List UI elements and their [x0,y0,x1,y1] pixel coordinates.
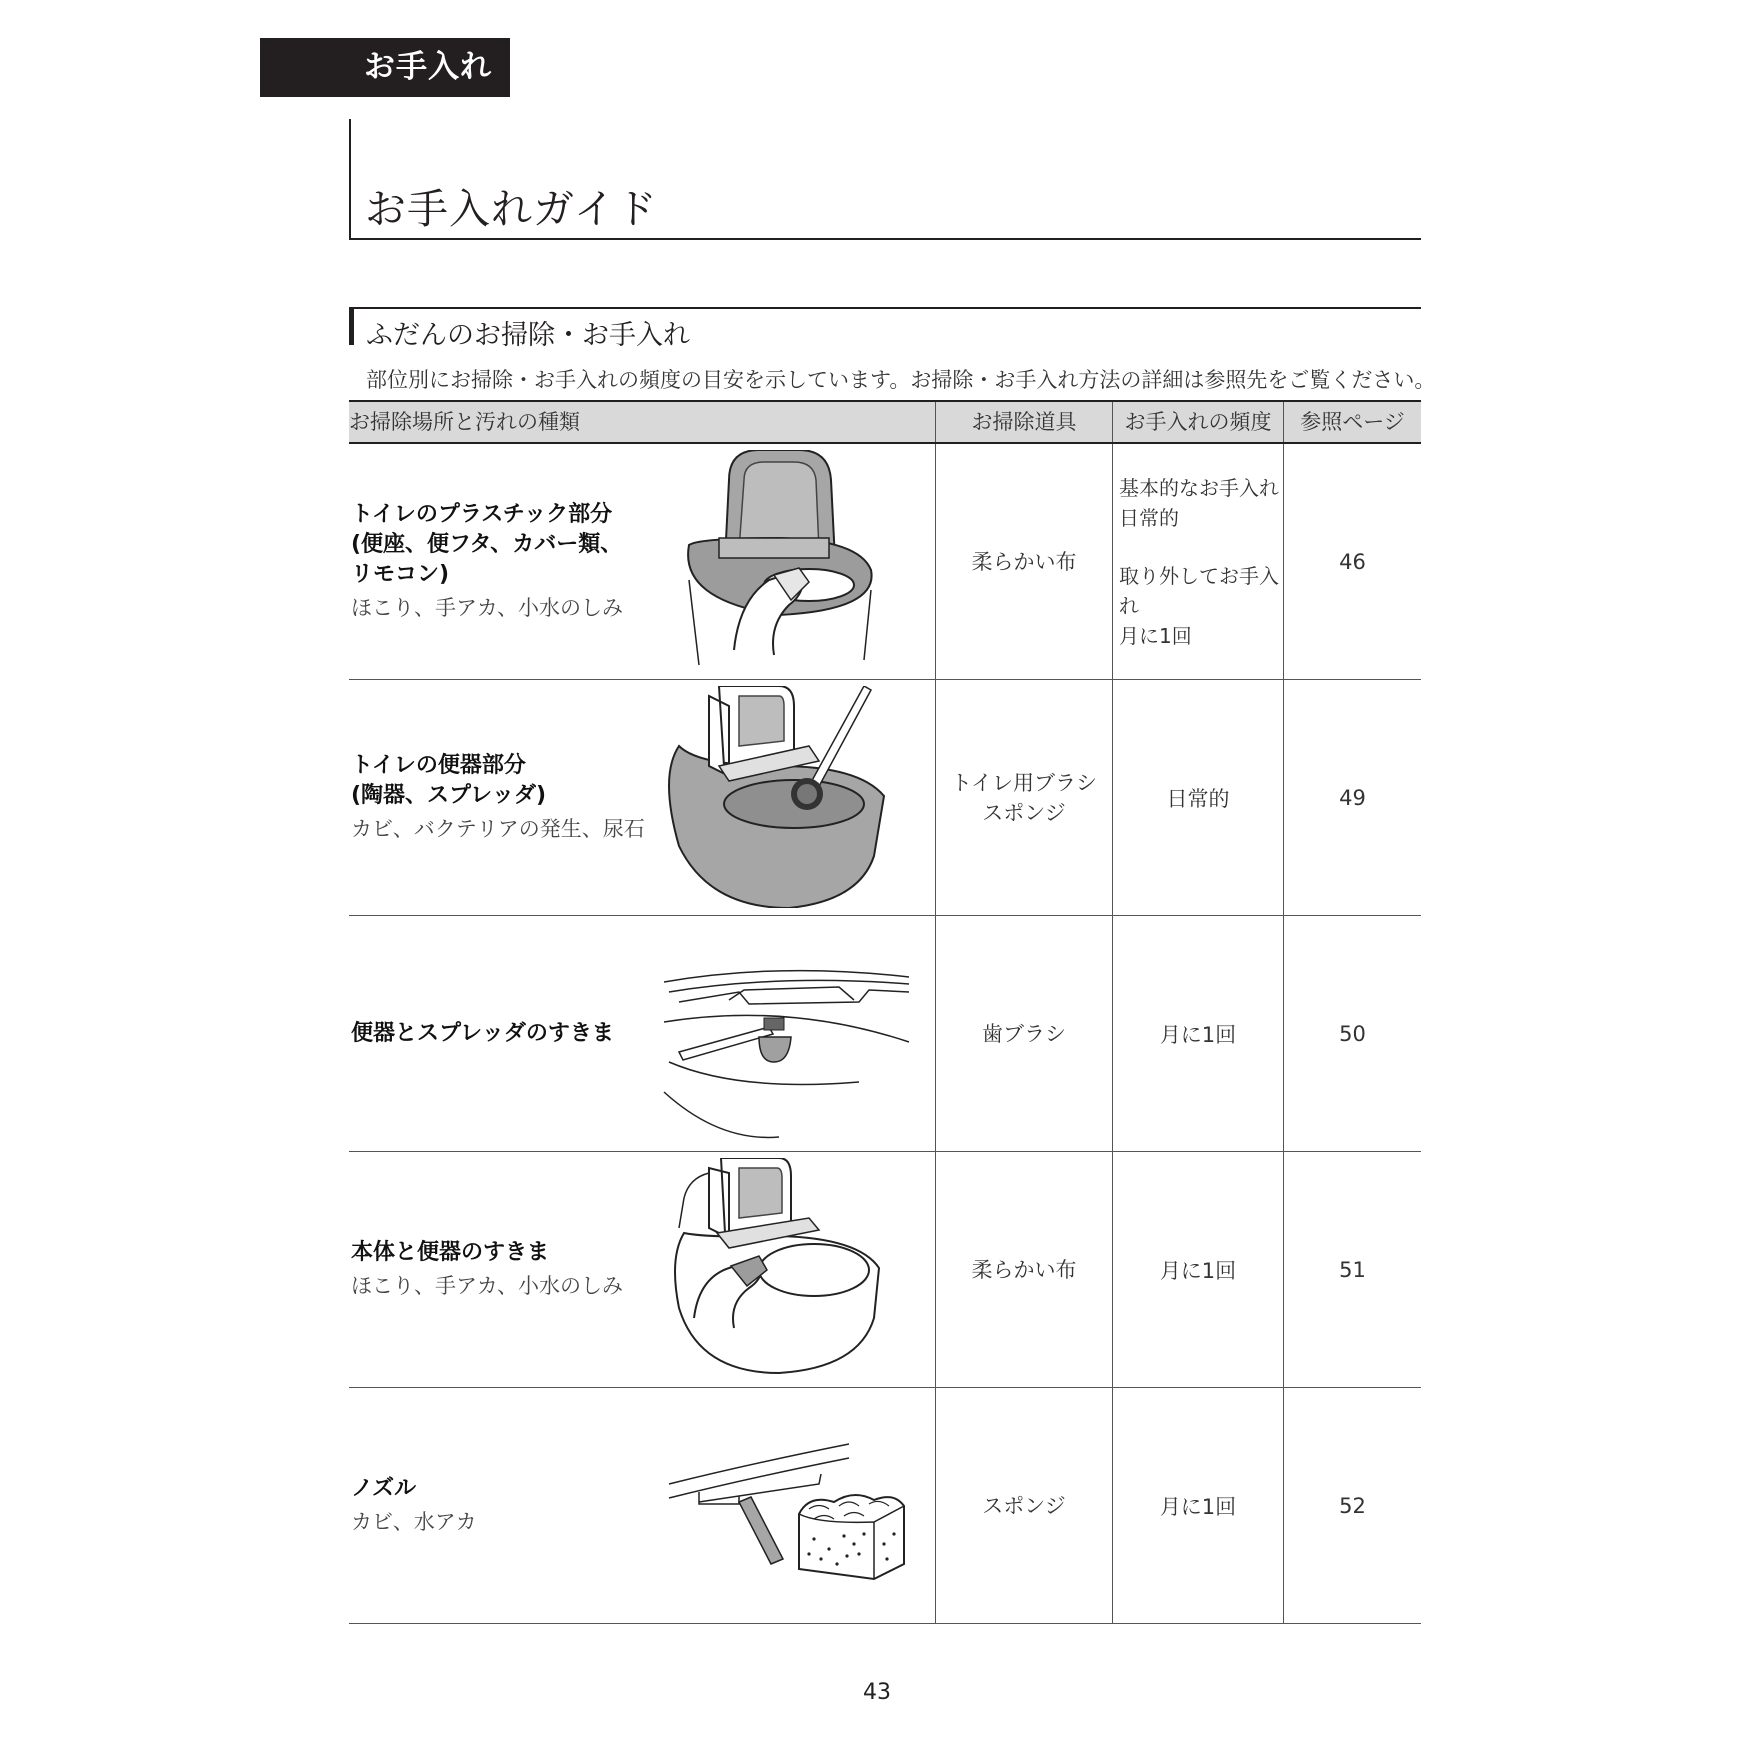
title-horizontal-rule [349,238,1421,240]
tool-line: スポンジ [982,1493,1066,1518]
frequency-cell [1112,1388,1283,1623]
reference-page-cell: 50 [1283,916,1421,1151]
frequency-line: 日常的 [1166,786,1230,811]
tool-cell [935,1388,1112,1623]
care-guide-table [349,400,1421,1624]
header-frequency: お手入れの頻度 [1112,402,1283,442]
place-name: ノズル [351,1475,417,1501]
place-cell [349,444,935,679]
frequency-line: 月に1回 [1159,1258,1237,1283]
header-tool: お掃除道具 [935,402,1112,442]
frequency-cell [1112,1152,1283,1387]
reference-page-cell: 51 [1283,1152,1421,1387]
dirt-type: ほこり、手アカ、小水のしみ [351,1273,623,1298]
toilet-seat-wipe-illustration [659,450,919,672]
page-title: お手入れガイド [365,185,658,233]
frequency-cell [1112,916,1283,1151]
table-row [349,1388,1421,1624]
frequency-line: 月に1回 [1119,623,1192,648]
dirt-type: カビ、バクテリアの発生、尿石 [351,816,645,841]
place-name: トイレの便器部分 (陶器、スプレッダ) [351,752,547,808]
bowl-brush-illustration [659,686,919,908]
page-number: 43 [863,1680,891,1705]
place-name: 本体と便器のすきま [351,1239,550,1265]
frequency-cell [1112,680,1283,915]
frequency-line: 基本的なお手入れ [1119,475,1279,500]
frequency-line: 月に1回 [1159,1022,1237,1047]
subtitle-marker [349,307,354,345]
place-cell [349,680,935,915]
tool-cell [935,1152,1112,1387]
tool-line: 柔らかい布 [971,1257,1077,1282]
table-row [349,680,1421,916]
reference-page-cell: 52 [1283,1388,1421,1623]
place-name: トイレのプラスチック部分 (便座、便フタ、カバー類、 リモコン) [351,501,623,587]
frequency-cell [1112,444,1283,679]
tool-line: トイレ用ブラシ [951,770,1097,795]
table-row [349,444,1421,680]
frequency-line: 日常的 [1119,505,1179,530]
subtitle-rule [349,307,1421,309]
place-cell [349,1388,935,1623]
tool-line: スポンジ [982,800,1066,825]
tool-cell [935,916,1112,1151]
section-tab: お手入れ [260,38,510,97]
place-name: 便器とスプレッダのすきま [351,1020,614,1046]
body-gap-wipe-illustration [659,1158,919,1380]
table-row [349,916,1421,1152]
header-reference: 参照ページ [1283,402,1421,442]
place-cell [349,916,935,1151]
reference-page-cell: 49 [1283,680,1421,915]
table-row [349,1152,1421,1388]
intro-text: 部位別にお掃除・お手入れの頻度の目安を示しています。お掃除・お手入れ方法の詳細は参照先をご覧ください。 [366,368,1436,392]
title-vertical-rule [349,119,351,239]
toothbrush-gap-illustration [659,922,919,1144]
table-header-row [349,400,1421,444]
place-cell [349,1152,935,1387]
dirt-type: ほこり、手アカ、小水のしみ [351,595,623,620]
frequency-line: 月に1回 [1159,1494,1237,1519]
tool-cell [935,444,1112,679]
section-subtitle: ふだんのお掃除・お手入れ [366,320,690,351]
tool-cell [935,680,1112,915]
tool-line: 歯ブラシ [982,1021,1066,1046]
dirt-type: カビ、水アカ [351,1509,477,1534]
frequency-line: 取り外してお手入れ [1119,563,1279,618]
header-place: お掃除場所と汚れの種類 [349,410,580,434]
nozzle-sponge-illustration [659,1394,919,1616]
reference-page-cell: 46 [1283,444,1421,679]
tool-line: 柔らかい布 [971,549,1077,574]
